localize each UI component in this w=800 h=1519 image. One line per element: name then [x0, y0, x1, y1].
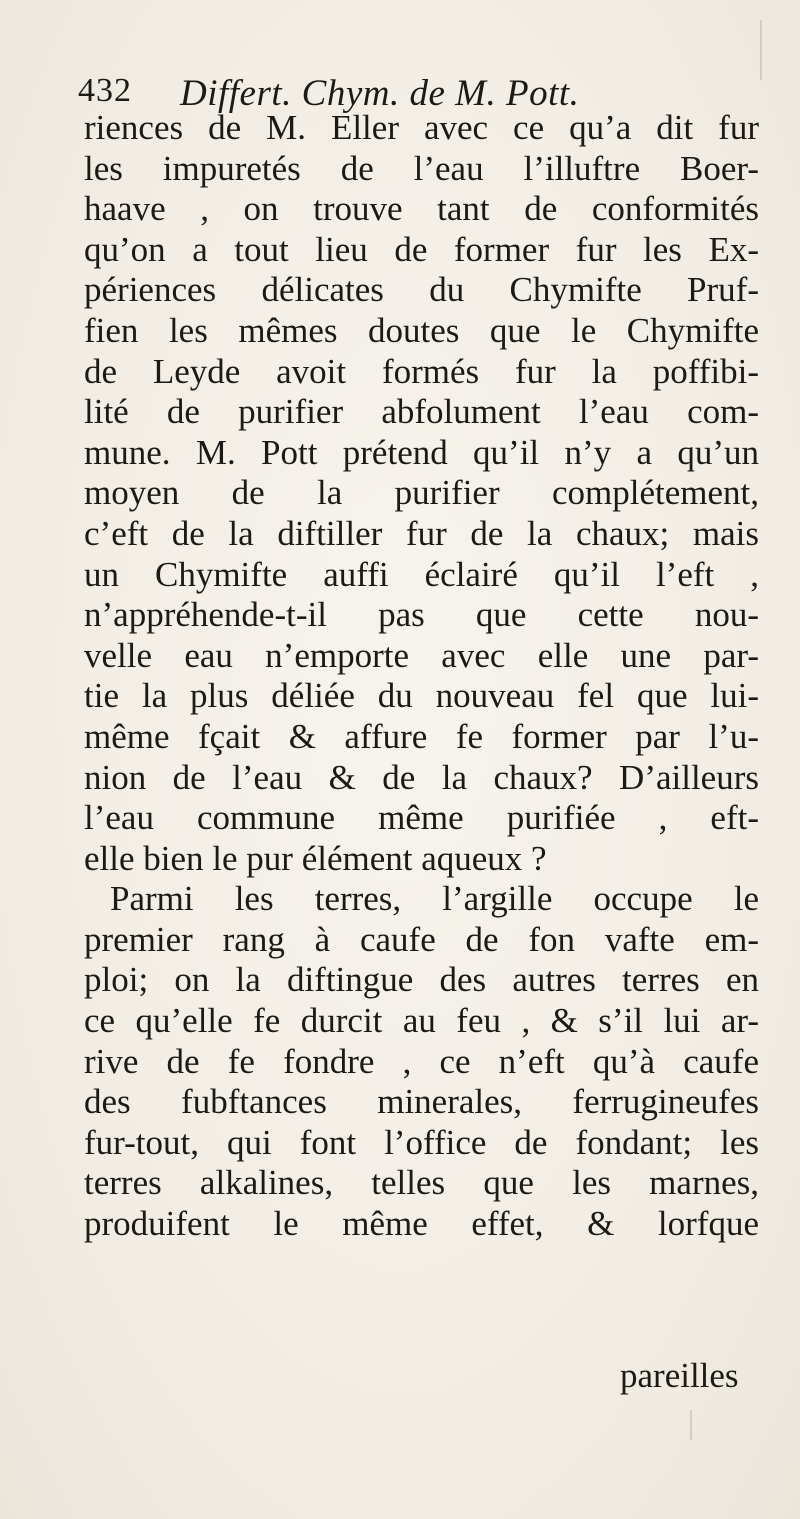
text-line: fur-tout, qui font l’office de fondant; les	[84, 1122, 759, 1162]
text-line: périences délicates du Chymifte Pruf-	[84, 270, 759, 310]
text-line: des fubftances minerales, ferrugineufes	[84, 1082, 759, 1122]
text-line: l’eau commune même purifiée , eft-	[84, 798, 759, 838]
text-line: tie la plus déliée du nouveau fel que lui-	[84, 676, 759, 716]
paper-mark	[690, 1410, 692, 1440]
text-line: ploi; on la diftingue des autres terres en	[84, 960, 759, 1000]
text-line: premier rang à caufe de fon vafte em-	[84, 919, 759, 959]
text-line: n’appréhende-t-il pas que cette nou-	[84, 595, 759, 635]
text-line: rive de fe fondre , ce n’eft qu’à caufe	[84, 1041, 759, 1081]
text-line: ce qu’elle fe durcit au feu , & s’il lui ar-	[84, 1001, 759, 1041]
body-text	[84, 108, 759, 1245]
text-line: moyen de la purifier complétement,	[84, 473, 759, 513]
text-line: de Leyde avoit formés fur la poffibi-	[84, 351, 759, 391]
paper-mark	[760, 20, 762, 80]
text-line: produifent le même effet, & lorfque	[84, 1204, 759, 1244]
text-line: fien les mêmes doutes que le Chymifte	[84, 310, 759, 350]
text-line: mune. M. Pott prétend qu’il n’y a qu’un	[84, 432, 759, 472]
text-line: lité de purifier abfolument l’eau com-	[84, 392, 759, 432]
text-line: un Chymifte auffi éclairé qu’il l’eft ,	[84, 554, 759, 594]
text-line: terres alkalines, telles que les marnes,	[84, 1163, 759, 1203]
text-line: riences de M. Eller avec ce qu’a dit fur	[84, 108, 759, 147]
text-line: Parmi les terres, l’argille occupe le	[110, 879, 759, 919]
page-number: 432	[78, 72, 132, 109]
text-line: même fçait & affure fe former par l’u-	[84, 716, 759, 756]
text-line: nion de l’eau & de la chaux? D’ailleurs	[84, 757, 759, 797]
catchword: pareilles	[620, 1356, 739, 1395]
text-line: les impuretés de l’eau l’illuftre Boer-	[84, 148, 759, 188]
text-line: elle bien le pur élément aqueux ?	[84, 838, 547, 878]
text-line: qu’on a tout lieu de former fur les Ex-	[84, 229, 759, 269]
text-line: c’eft de la diftiller fur de la chaux; mais	[84, 513, 759, 553]
running-head: Differt. Chym. de M. Pott.	[180, 73, 580, 114]
text-line: velle eau n’emporte avec elle une par-	[84, 635, 759, 675]
text-line: haave , on trouve tant de conformités	[84, 189, 759, 229]
